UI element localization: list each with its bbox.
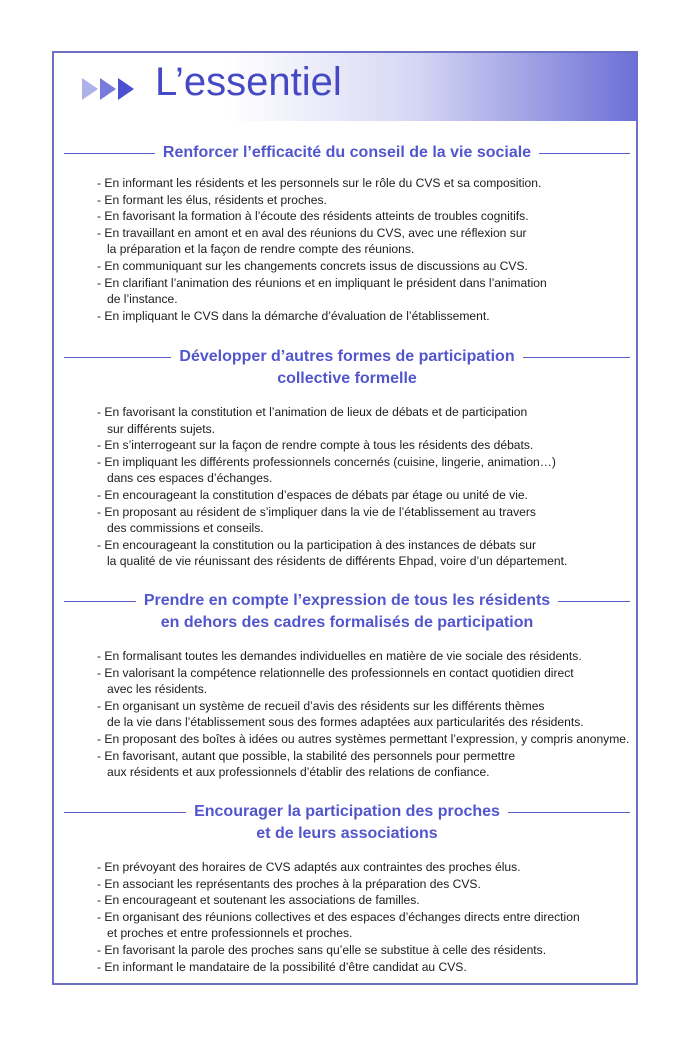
bullet-list — [64, 648, 630, 781]
page-title: L’essentiel — [155, 60, 342, 104]
list-item-line: dans ces espaces d’échanges. — [107, 471, 273, 486]
section-title-line: en dehors des cadres formalisés de participation — [160, 614, 534, 631]
section-heading — [64, 346, 630, 390]
arrow-icon — [118, 78, 134, 100]
section-heading — [64, 801, 630, 845]
list-item — [97, 275, 630, 308]
list-item-line: - En favorisant la formation à l’écoute des résidents atteints de troubles cognitifs. — [97, 209, 529, 224]
bullet-list — [64, 404, 630, 570]
list-item-line: - En clarifiant l’animation des réunions et en impliquant le président dans l’animation — [97, 275, 547, 290]
list-item — [97, 175, 630, 192]
list-item — [97, 892, 630, 909]
list-item-line: - En organisant un système de recueil d’avis des résidents sur les différents thèmes — [97, 698, 545, 713]
arrow-icon — [100, 78, 116, 100]
list-item — [97, 225, 630, 258]
list-item-line: - En informant le mandataire de la possibilité d’être candidat au CVS. — [97, 959, 467, 974]
list-item-line: - En encourageant la constitution d’espaces de débats par étage ou unité de vie. — [97, 487, 528, 502]
list-item-line: - En organisant des réunions collectives et des espaces d’échanges directs entre direction — [97, 909, 580, 924]
list-item-line: - En encourageant la constitution ou la participation à des instances de débats sur — [97, 537, 537, 552]
section-title — [155, 142, 539, 164]
list-item — [97, 748, 630, 781]
list-item-line: - En favorisant la constitution et l’animation de lieux de débats et de participation — [97, 405, 528, 419]
section-participation-proches — [64, 801, 630, 975]
list-item-line: de la vie dans l’établissement sous des formes adaptées aux particularités des résidents. — [107, 715, 584, 730]
list-item-line: des commissions et conseils. — [107, 521, 264, 536]
list-item-line: - En encourageant et soutenant les associations de familles. — [97, 893, 420, 908]
divider-line — [539, 153, 630, 154]
section-title-line: collective formelle — [277, 370, 417, 387]
section-title-line: et de leurs associations — [256, 825, 438, 842]
list-item — [97, 308, 630, 325]
section-heading — [64, 142, 630, 164]
list-item — [97, 208, 630, 225]
divider-line — [64, 153, 155, 154]
section-expression-residents — [64, 590, 630, 781]
list-item-line: sur différents sujets. — [107, 421, 215, 436]
list-item-line: avec les résidents. — [107, 682, 208, 697]
divider-line — [64, 601, 136, 602]
list-item-line: - En impliquant le CVS dans la démarche d’évaluation de l’établissement. — [97, 308, 490, 323]
list-item — [97, 454, 630, 487]
list-item — [97, 731, 630, 748]
list-item — [97, 192, 630, 209]
list-item — [97, 437, 630, 454]
list-item — [97, 504, 630, 537]
list-item-line: - En s’interrogeant sur la façon de rendre compte à tous les résidents des débats. — [97, 438, 534, 453]
list-item-line: - En prévoyant des horaires de CVS adaptés aux contraintes des proches élus. — [97, 860, 521, 874]
list-item — [97, 942, 630, 959]
section-autres-formes — [64, 346, 630, 570]
list-item-line: - En formalisant toutes les demandes individuelles en matière de vie sociale des résidents. — [97, 649, 582, 663]
list-item-line: - En valorisant la compétence relationnelle des professionnels en contact quotidien direct — [97, 665, 574, 680]
list-item — [97, 859, 630, 876]
section-title-line: Développer d’autres formes de participation — [179, 348, 515, 365]
list-item — [97, 648, 630, 665]
header-banner — [54, 53, 636, 121]
list-item-line: la préparation et la façon de rendre compte des réunions. — [107, 242, 415, 257]
section-cvs-efficacite — [64, 142, 630, 324]
list-item-line: - En communiquant sur les changements concrets issus de discussions au CVS. — [97, 258, 528, 273]
list-item-line: aux résidents et aux professionnels d’établir des relations de confiance. — [107, 765, 490, 780]
divider-line — [64, 812, 186, 813]
list-item-line: - En travaillant en amont et en aval des réunions du CVS, avec une réflexion sur — [97, 225, 527, 240]
list-item-line: la qualité de vie réunissant des résidents de différents Ehpad, voire d’un département. — [107, 554, 568, 569]
list-item — [97, 665, 630, 698]
divider-line — [508, 812, 630, 813]
bullet-list — [64, 175, 630, 324]
list-item — [97, 959, 630, 976]
list-item — [97, 698, 630, 731]
list-item-line: - En proposant au résident de s’impliquer dans la vie de l’établissement au travers — [97, 504, 536, 519]
bullet-list — [64, 859, 630, 975]
list-item — [97, 909, 630, 942]
list-item-line: - En impliquant les différents professionnels concernés (cuisine, lingerie, animation…) — [97, 454, 556, 469]
list-item-line: et proches et entre professionnels et proches. — [107, 926, 353, 941]
section-title — [136, 590, 558, 634]
list-item — [97, 487, 630, 504]
section-title-line: Encourager la participation des proches — [194, 803, 500, 820]
essentiel-frame — [52, 51, 638, 985]
divider-line — [64, 357, 171, 358]
list-item — [97, 258, 630, 275]
list-item — [97, 404, 630, 437]
section-title — [186, 801, 508, 845]
section-heading — [64, 590, 630, 634]
list-item-line: de l’instance. — [107, 292, 178, 307]
arrow-icon — [82, 78, 98, 100]
section-title-line: Prendre en compte l’expression de tous les résidents — [143, 592, 551, 609]
divider-line — [558, 601, 630, 602]
section-title-line: Renforcer l’efficacité du conseil de la vie sociale — [162, 144, 532, 161]
list-item-line: - En favorisant la parole des proches sans qu’elle se substitue à celle des résidents. — [97, 942, 547, 957]
divider-line — [523, 357, 630, 358]
list-item-line: - En formant les élus, résidents et proches. — [97, 192, 327, 207]
list-item-line: - En favorisant, autant que possible, la stabilité des personnels pour permettre — [97, 748, 516, 763]
list-item — [97, 537, 630, 570]
list-item-line: - En proposant des boîtes à idées ou autres systèmes permettant l’expression, y compris anonyme. — [97, 731, 630, 746]
list-item-line: - En associant les représentants des proches à la préparation des CVS. — [97, 876, 481, 891]
list-item — [97, 876, 630, 893]
triple-arrow-icon — [82, 78, 136, 100]
section-title — [171, 346, 522, 390]
list-item-line: - En informant les résidents et les personnels sur le rôle du CVS et sa composition. — [97, 176, 542, 190]
